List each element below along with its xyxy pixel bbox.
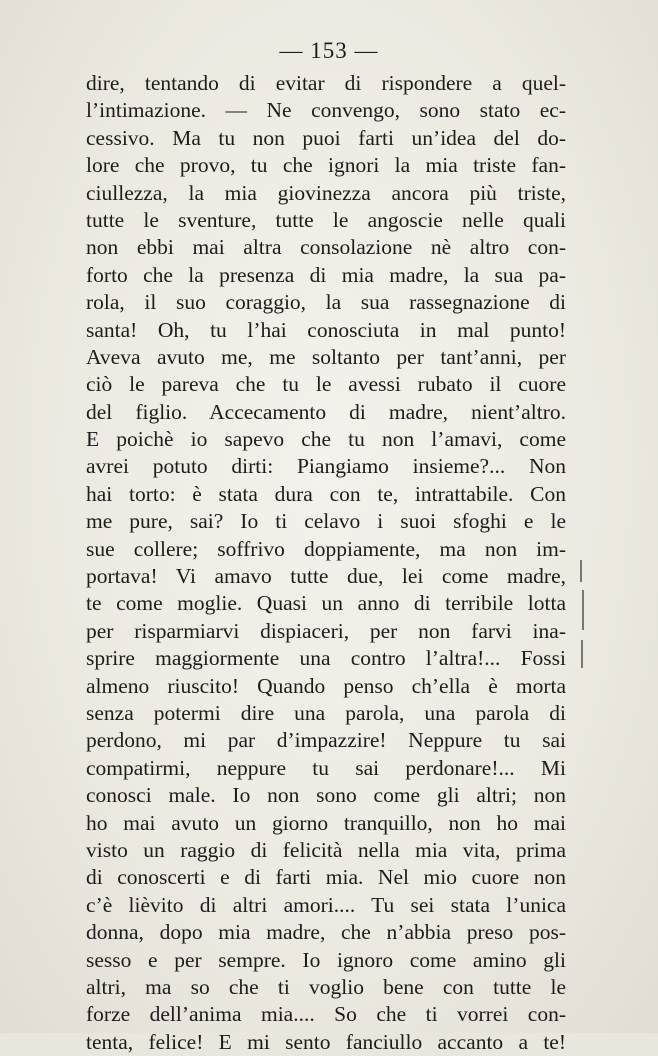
- text-line: santa! Oh, tu l’hai conosciuta in mal punto!: [86, 317, 566, 342]
- text-line: rola, il suo coraggio, la sua rassegnazione di: [86, 290, 566, 315]
- text-line: conosci male. Io non sono come gli altri; non: [86, 783, 566, 808]
- text-line: di conoscerti e di farti mia. Nel mio cuore non: [86, 865, 566, 890]
- text-line: senza potermi dire una parola, una parola di: [86, 700, 566, 725]
- text-line: te come moglie. Quasi un anno di terribile lotta: [86, 591, 566, 616]
- text-line: tenta, felice! E mi sento fanciullo accanto a te!: [86, 1029, 566, 1054]
- text-line: dire, tentando di evitar di rispondere a quel-: [86, 71, 566, 95]
- text-line: ho mai avuto un giorno tranquillo, non ho mai: [86, 810, 566, 835]
- text-line: c’è lièvito di altri amori.... Tu sei stata l’unica: [86, 892, 566, 917]
- text-line: Aveva avuto me, me soltanto per tant’anni, per: [86, 344, 566, 369]
- text-line: per risparmiarvi dispiaceri, per non farvi ina-: [86, 618, 566, 643]
- text-line: forze dell’anima mia.... So che ti vorrei con-: [86, 1002, 566, 1027]
- text-line: non ebbi mai altra consolazione nè altro con-: [86, 235, 566, 260]
- text-line: tutte le sventure, tutte le angoscie nelle quali: [86, 207, 566, 232]
- text-line: del figlio. Accecamento di madre, nient’altro.: [86, 399, 566, 424]
- text-line: sesso e per sempre. Io ignoro come amino gli: [86, 947, 566, 972]
- text-line: me pure, sai? Io ti celavo i suoi sfoghi e le: [86, 509, 566, 534]
- text-line: l’intimazione. — Ne convengo, sono stato ec-: [86, 98, 566, 123]
- text-line: avrei potuto dirti: Piangiamo insieme?... Non: [86, 454, 566, 479]
- text-line: ciullezza, la mia giovinezza ancora più triste,: [86, 180, 566, 205]
- text-line: E poichè io sapevo che tu non l’amavi, come: [86, 427, 566, 452]
- text-line: almeno riuscito! Quando penso ch’ella è morta: [86, 673, 566, 698]
- text-line: forto che la presenza di mia madre, la sua pa-: [86, 262, 566, 287]
- page-number: — 153 —: [279, 38, 379, 63]
- text-line: sprire maggiormente una contro l’altra!... Fossi: [86, 646, 566, 671]
- text-line: compatirmi, neppure tu sai perdonare!... Mi: [86, 755, 566, 780]
- text-line: sue collere; soffrivo doppiamente, ma non im-: [86, 536, 566, 561]
- text-line: altri, ma so che ti voglio bene con tutte le: [86, 974, 566, 999]
- body-text: [86, 70, 566, 1056]
- text-line: visto un raggio di felicità nella mia vita, prima: [86, 837, 566, 862]
- text-line: ciò le pareva che tu le avessi rubato il cuore: [86, 372, 566, 397]
- text-line: donna, dopo mia madre, che n’abbia preso pos-: [86, 920, 566, 945]
- text-line: cessivo. Ma tu non puoi farti un’idea del do-: [86, 125, 566, 150]
- margin-pencil-marks: [578, 560, 588, 670]
- text-line: hai torto: è stata dura con te, intrattabile. Con: [86, 481, 566, 506]
- text-line: perdono, mi par d’impazzire! Neppure tu sai: [86, 728, 566, 753]
- text-line: portava! Vi amavo tutte due, lei come madre,: [86, 564, 566, 589]
- text-line: lore che provo, tu che ignori la mia triste fan-: [86, 153, 566, 178]
